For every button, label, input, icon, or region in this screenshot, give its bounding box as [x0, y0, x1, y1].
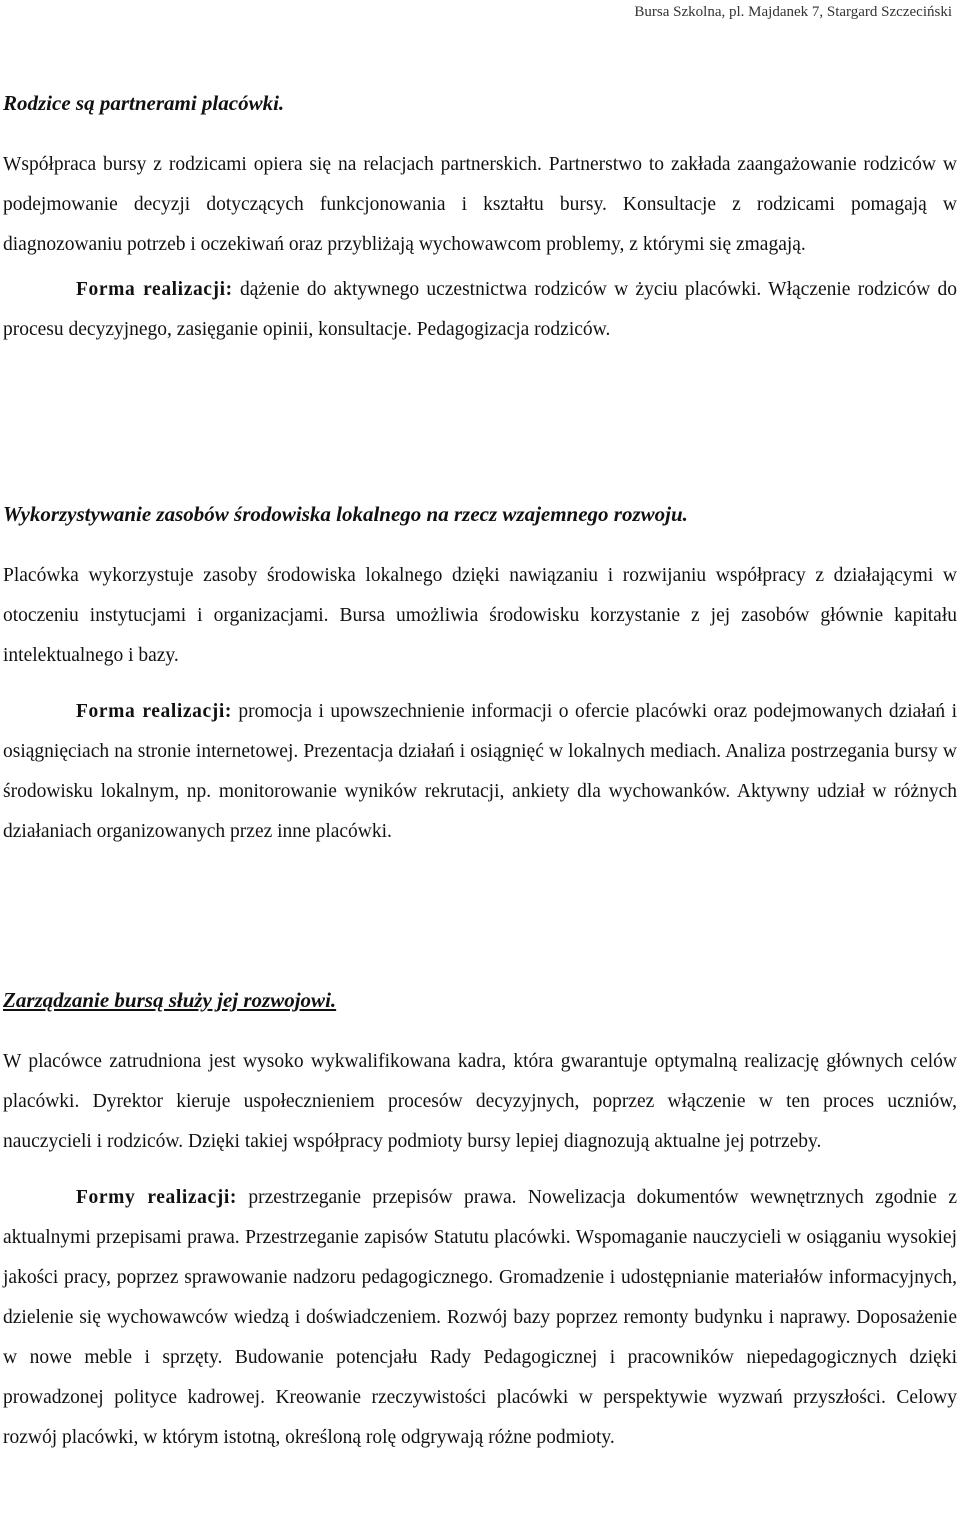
section-local-resources — [3, 497, 957, 852]
realization-label: Forma realizacji: — [76, 701, 232, 722]
realization-text: dążenie do aktywnego uczestnictwa rodziców w życiu placówki. Włączenie rodziców do procesu decyzyjnego, zasięganie opinii, konsultacje. Pedagogizacja rodziców. — [3, 279, 957, 340]
section-heading: Zarządzanie bursą służy jej rozwojowi. — [3, 988, 337, 1012]
section-paragraph: Współpraca bursy z rodzicami opiera się na relacjach partnerskich. Partnerstwo to zakłada zaangażowanie rodziców w podejmowanie decyzji dotyczących funkcjonowania i kształtu bursy. Konsultacje z rodzicami pomagają w diagnozowaniu potrzeb i oczekiwań oraz przybliżają wychowawcom problemy, z którymi się zmagają. — [3, 154, 957, 255]
section-paragraph: W placówce zatrudniona jest wysoko wykwalifikowana kadra, która gwarantuje optymalną realizację głównych celów placówki. Dyrektor kieruje uspołecznieniem procesów decyzyjnych, poprzez włączenie w ten proces uczniów, nauczycieli i rodziców. Dzięki takiej współpracy podmioty bursy lepiej diagnozują aktualne jej potrzeby. — [3, 1051, 957, 1152]
realization-label: Formy realizacji: — [76, 1187, 237, 1208]
running-header: Bursa Szkolna, pl. Majdanek 7, Stargard Szczeciński — [634, 4, 952, 20]
section-management — [3, 983, 957, 1458]
section-heading: Wykorzystywanie zasobów środowiska lokalnego na rzecz wzajemnego rozwoju. — [3, 502, 688, 526]
realization-paragraph — [3, 692, 957, 852]
realization-text: przestrzeganie przepisów prawa. Nowelizacja dokumentów wewnętrznych zgodnie z aktualnymi przepisami prawa. Przestrzeganie zapisów Statutu placówki. Wspomaganie nauczycieli w osiąganiu wysokiej jakości pracy, poprzez sprawowanie nadzoru pedagogicznego. Gromadzenie i udostępnianie materiałów informacyjnych, dzielenie się wychowawców wiedzą i doświadczeniem. Rozwój bazy poprzez remonty budynku i naprawy. Doposażenie w nowe meble i sprzęty. Budowanie potencjału Rady Pedagogicznej i pracowników niepedagogicznych dzięki prowadzonej polityce kadrowej. Kreowanie rzeczywistości placówki w perspektywie wyzwań przyszłości. Celowy rozwój placówki, w którym istotną, określoną rolę odgrywają różne podmioty. — [3, 1187, 957, 1448]
section-paragraph: Placówka wykorzystuje zasoby środowiska lokalnego dzięki nawiązaniu i rozwijaniu współpracy z działającymi w otoczeniu instytucjami i organizacjami. Bursa umożliwia środowisku korzystanie z jej zasobów głównie kapitału intelektualnego i bazy. — [3, 565, 957, 666]
section-heading: Rodzice są partnerami placówki. — [3, 91, 285, 115]
section-parents-partnership — [3, 88, 957, 350]
realization-paragraph — [3, 270, 957, 350]
realization-text: promocja i upowszechnienie informacji o ofercie placówki oraz podejmowanych działań i osiągnięciach na stronie internetowej. Prezentacja działań i osiągnięć w lokalnych mediach. Analiza postrzegania bursy w środowisku lokalnym, np. monitorowanie wyników rekrutacji, ankiety dla wychowanków. Aktywny udział w różnych działaniach organizowanych przez inne placówki. — [3, 701, 957, 842]
realization-label: Forma realizacji: — [76, 279, 233, 300]
realization-paragraph — [3, 1178, 957, 1458]
